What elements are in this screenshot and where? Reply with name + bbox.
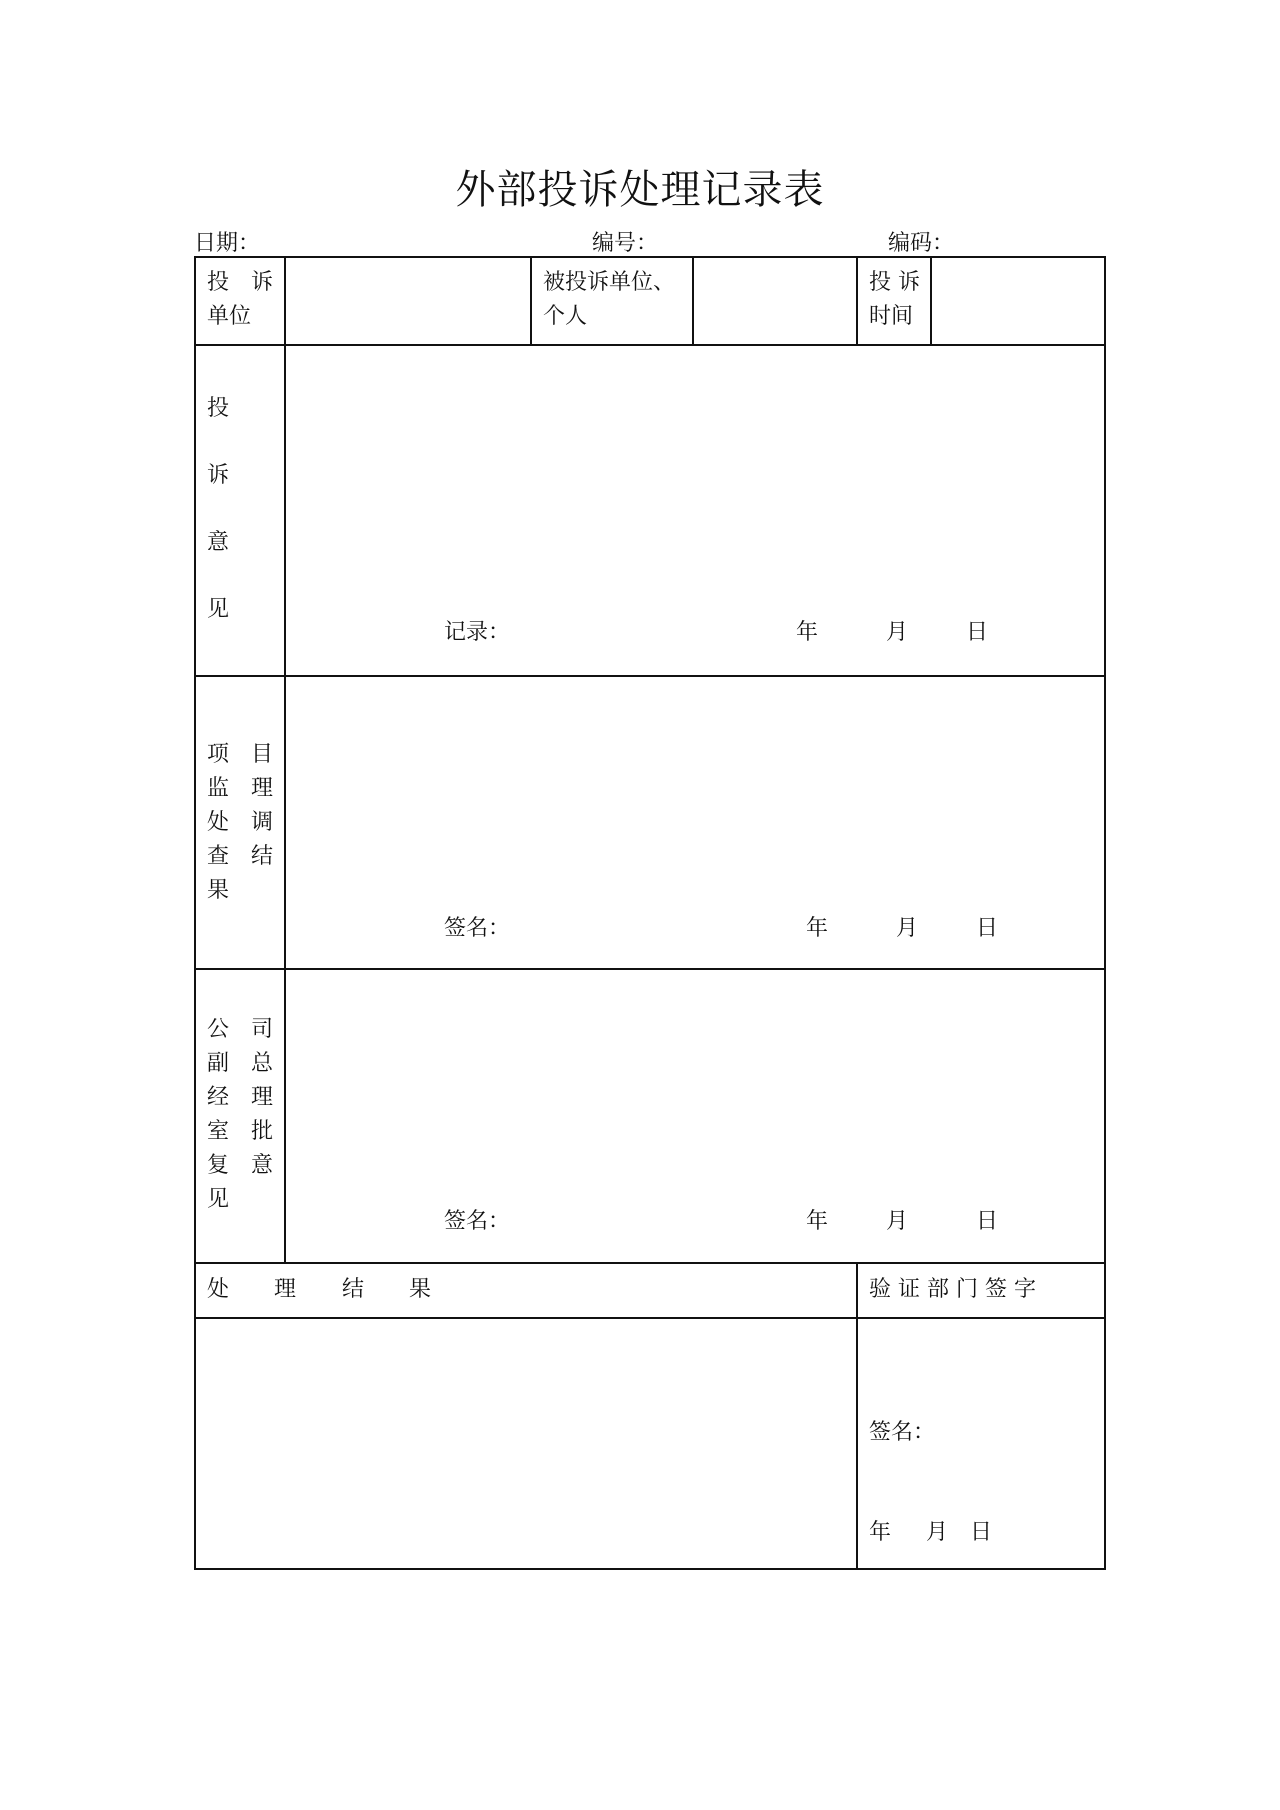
date-month: 月 bbox=[926, 1520, 949, 1545]
page-title: 外部投诉处理记录表 bbox=[455, 167, 825, 213]
date-month: 月 bbox=[886, 620, 909, 645]
label-column-divider bbox=[284, 256, 286, 1264]
row-divider bbox=[194, 1317, 1106, 1319]
cell-divider bbox=[856, 256, 858, 346]
date-year: 年 bbox=[806, 916, 829, 941]
date-day: 日 bbox=[966, 620, 989, 645]
date-year: 年 bbox=[806, 1209, 829, 1234]
date-label: 日期： bbox=[194, 231, 261, 256]
row-divider bbox=[194, 675, 1106, 677]
date-month: 月 bbox=[896, 916, 919, 941]
date-month: 月 bbox=[886, 1209, 909, 1234]
row-divider bbox=[194, 1262, 1106, 1264]
table-border-right bbox=[1104, 256, 1106, 1570]
cell-divider bbox=[930, 256, 932, 346]
date-year: 年 bbox=[796, 620, 819, 645]
date-day: 日 bbox=[976, 916, 999, 941]
verify-dept-header: 验 证 部 门 签 字 bbox=[869, 1277, 1036, 1302]
approval-label: 公 司 副 总 经 理 室 批 复 意 见 bbox=[207, 1017, 273, 1212]
row-divider bbox=[194, 344, 1106, 346]
cell-divider bbox=[856, 1262, 858, 1570]
approval-sign-label: 签名： bbox=[444, 1209, 511, 1234]
date-day: 日 bbox=[970, 1520, 993, 1545]
date-day: 日 bbox=[976, 1209, 999, 1234]
complaint-time-label: 投 诉 时间 bbox=[869, 270, 920, 329]
table-border-bottom bbox=[194, 1568, 1106, 1570]
row-divider bbox=[194, 968, 1106, 970]
investigation-label: 项 目 监 理 处 调 查 结 果 bbox=[207, 742, 273, 903]
code-label: 编码： bbox=[888, 231, 955, 256]
table-border-left bbox=[194, 256, 196, 1570]
cell-divider bbox=[692, 256, 694, 346]
date-year: 年 bbox=[869, 1520, 892, 1545]
number-label: 编号： bbox=[592, 231, 659, 256]
table-border-top bbox=[194, 256, 1106, 258]
record-label: 记录： bbox=[444, 620, 511, 645]
complainant-unit-label: 投 诉 单位 bbox=[207, 270, 273, 329]
cell-divider bbox=[530, 256, 532, 346]
investigation-sign-label: 签名： bbox=[444, 916, 511, 941]
respondent-label: 被投诉单位、 个人 bbox=[543, 270, 676, 329]
verify-sign-label: 签名： bbox=[869, 1420, 936, 1445]
